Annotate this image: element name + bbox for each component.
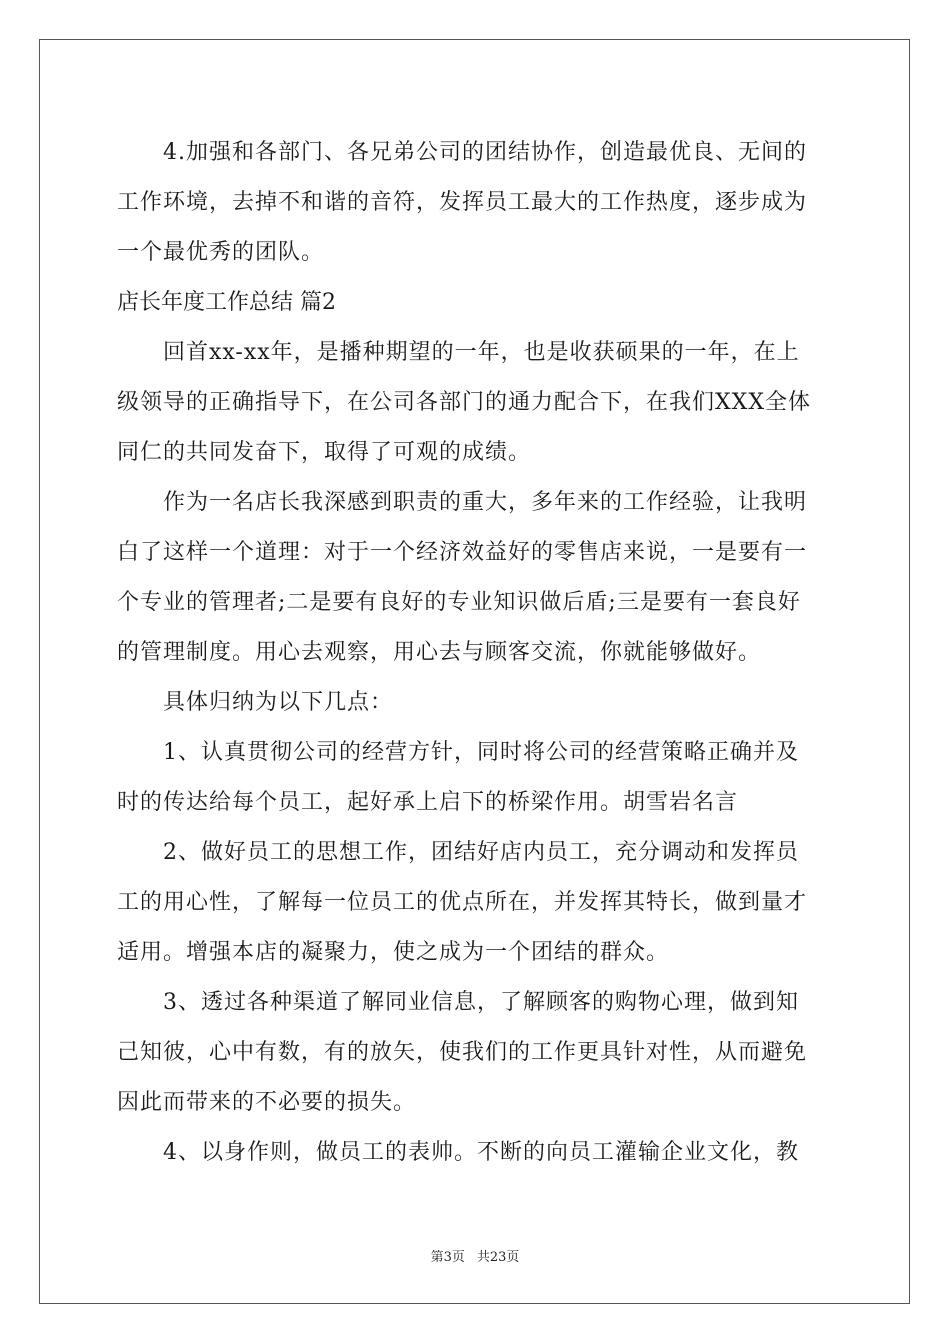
page-total: 共23页: [476, 1250, 520, 1265]
paragraph-line: 作为一名店长我深感到职责的重大，多年来的工作经验，让我明: [163, 490, 808, 515]
paragraph-line: 2、做好员工的思想工作，团结好店内员工，充分调动和发挥员: [163, 840, 799, 865]
paragraph-line: 3、透过各种渠道了解同业信息，了解顾客的购物心理，做到知: [163, 990, 799, 1015]
paragraph-line: 的管理制度。用心去观察，用心去与顾客交流，你就能够做好。: [117, 640, 762, 665]
paragraph-line: 工的用心性，了解每一位员工的优点所在，并发挥其特长，做到量才: [117, 890, 808, 915]
paragraph-line: 一个最优秀的团队。: [117, 240, 325, 265]
section-heading: 店长年度工作总结 篇2: [117, 290, 336, 315]
paragraph-line: 个专业的管理者;二是要有良好的专业知识做后盾;三是要有一套良好: [117, 590, 801, 615]
paragraph-line: 因此而带来的不必要的损失。: [117, 1090, 417, 1115]
paragraph-line: 适用。增强本店的凝聚力，使之成为一个团结的群众。: [117, 940, 670, 965]
paragraph-line: 4.加强和各部门、各兄弟公司的团结协作，创造最优良、无间的: [163, 140, 807, 165]
paragraph-line: 1、认真贯彻公司的经营方针，同时将公司的经营策略正确并及: [163, 740, 799, 765]
paragraph-line: 时的传达给每个员工，起好承上启下的桥梁作用。胡雪岩名言: [117, 790, 739, 815]
page-number: 第3页: [430, 1250, 465, 1265]
page-footer: [0, 1246, 950, 1265]
paragraph-line: 级领导的正确指导下，在公司各部门的通力配合下，在我们XXX全体: [117, 390, 811, 415]
paragraph-line: 回首xx-xx年，是播种期望的一年，也是收获硕果的一年，在上: [163, 340, 800, 365]
document-body: [117, 128, 833, 1178]
paragraph-line: 白了这样一个道理：对于一个经济效益好的零售店来说，一是要有一: [117, 540, 808, 565]
paragraph-line: 工作环境，去掉不和谐的音符，发挥员工最大的工作热度，逐步成为: [117, 190, 808, 215]
paragraph-line: 己知彼，心中有数，有的放矢，使我们的工作更具针对性，从而避免: [117, 1040, 808, 1065]
paragraph-line: 4、以身作则，做员工的表帅。不断的向员工灌输企业文化，教: [163, 1140, 799, 1165]
paragraph-line: 同仁的共同发奋下，取得了可观的成绩。: [117, 440, 532, 465]
paragraph-line: 具体归纳为以下几点：: [163, 690, 394, 715]
